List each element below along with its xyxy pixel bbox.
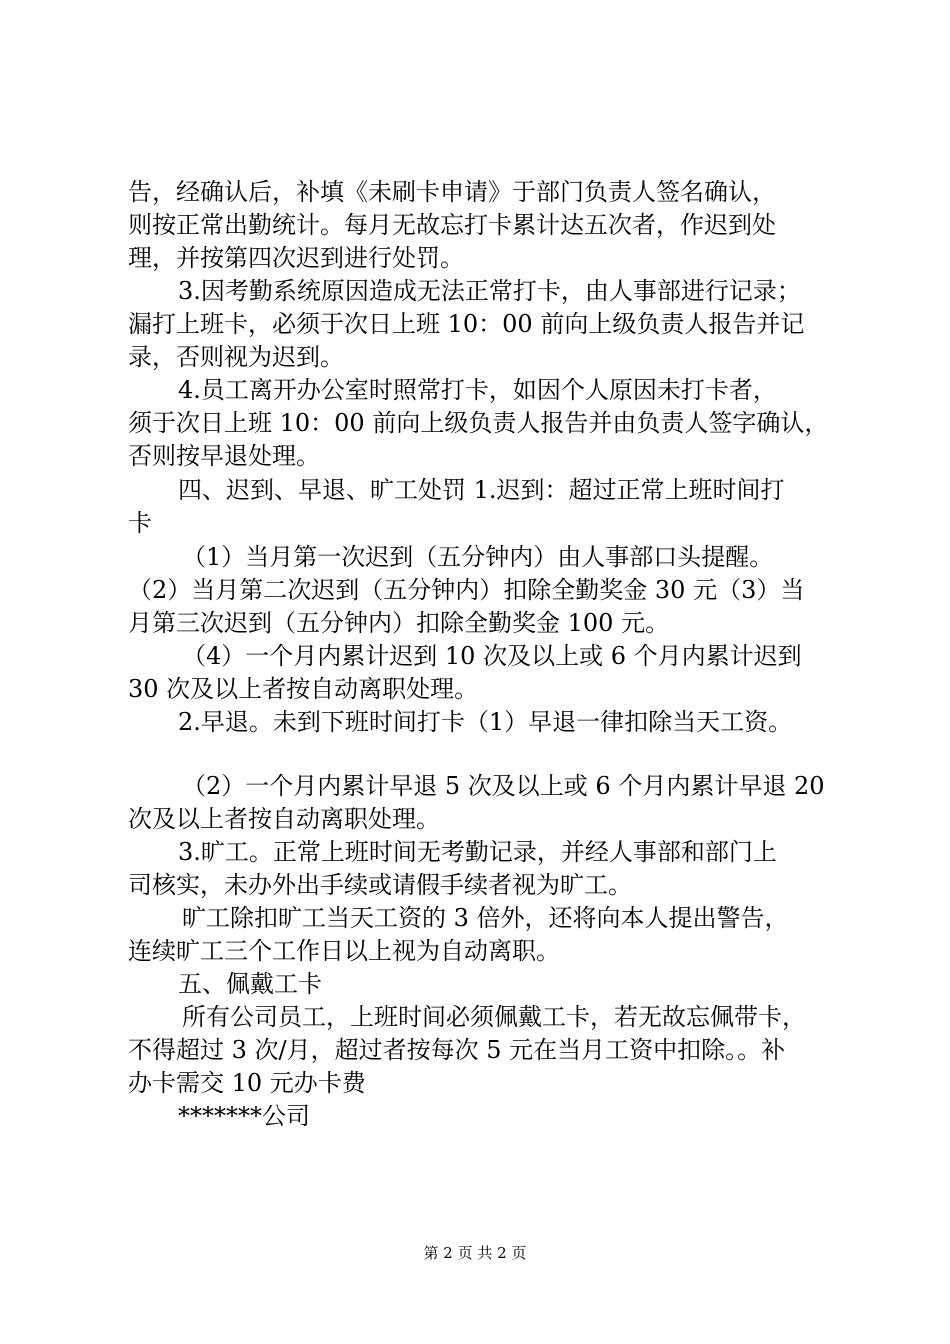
text-line: 否则按早退处理。 bbox=[128, 442, 320, 470]
text-line: 所有公司员工，上班时间必须佩戴工卡，若无故忘佩带卡， bbox=[182, 1003, 806, 1031]
text-line: 不得超过 3 次/月，超过者按每次 5 元在当月工资中扣除。。补 bbox=[128, 1036, 786, 1064]
text-line: 录，否则视为迟到。 bbox=[128, 343, 344, 371]
text-line: （2）一个月内累计早退 5 次及以上或 6 个月内累计早退 20 bbox=[182, 772, 825, 800]
text-line: 须于次日上班 10：00 前向上级负责人报告并由负责人签字确认， bbox=[128, 409, 829, 437]
text-line: 理，并按第四次迟到进行处罚。 bbox=[128, 244, 464, 272]
text-line: 30 次及以上者按自动离职处理。 bbox=[128, 675, 479, 703]
text-line: 司核实，未办外出手续或请假手续者视为旷工。 bbox=[128, 871, 632, 899]
text-line: 漏打上班卡，必须于次日上班 10：00 前向上级负责人报告并记 bbox=[128, 310, 805, 338]
company-signature: *******公司 bbox=[178, 1102, 310, 1130]
text-line: 次及以上者按自动离职处理。 bbox=[128, 805, 440, 833]
page-number: 第 2 页 共 2 页 bbox=[423, 1244, 527, 1262]
section-heading: 四、迟到、早退、旷工处罚 1.迟到：超过正常上班时间打 bbox=[178, 476, 785, 504]
text-line: 月第三次迟到（五分钟内）扣除全勤奖金 100 元。 bbox=[128, 609, 670, 637]
text-line: 办卡需交 10 元办卡费 bbox=[128, 1069, 366, 1097]
text-line: 连续旷工三个工作日以上视为自动离职。 bbox=[128, 937, 560, 965]
text-line: 则按正常出勤统计。每月无故忘打卡累计达五次者，作迟到处 bbox=[128, 211, 776, 239]
text-line: 4.员工离开办公室时照常打卡，如因个人原因未打卡者， bbox=[178, 376, 777, 404]
text-line: （1）当月第一次迟到（五分钟内）由人事部口头提醒。 bbox=[182, 543, 774, 571]
text-line: 3.因考勤系统原因造成无法正常打卡，由人事部进行记录； bbox=[178, 277, 801, 305]
text-line: 3.旷工。正常上班时间无考勤记录，并经人事部和部门上 bbox=[178, 838, 777, 866]
text-line: 2.早退。未到下班时间打卡（1）早退一律扣除当天工资。 bbox=[178, 708, 793, 736]
text-line: 告，经确认后，补填《未刷卡申请》于部门负责人签名确认， bbox=[128, 178, 776, 206]
section-heading: 五、佩戴工卡 bbox=[178, 970, 322, 998]
text-line: （4）一个月内累计迟到 10 次及以上或 6 个月内累计迟到 bbox=[182, 642, 802, 670]
text-line: （2）当月第二次迟到（五分钟内）扣除全勤奖金 30 元（3）当 bbox=[128, 576, 805, 604]
text-line: 卡 bbox=[128, 509, 152, 537]
text-line: 旷工除扣旷工当天工资的 3 倍外，还将向本人提出警告， bbox=[182, 904, 789, 932]
